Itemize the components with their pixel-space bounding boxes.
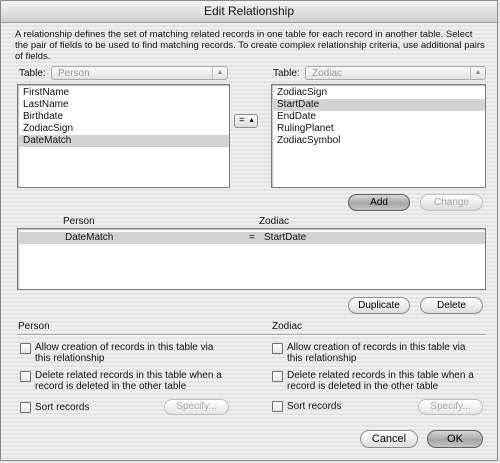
criteria-left-header: Person xyxy=(63,216,95,227)
criteria-right-header: Zodiac xyxy=(259,216,290,227)
description-text: A relationship defines the set of matching related records in one table for each record in another table. Select the pair of fields to be used to find matching records. To create complex relationship criteria, use additional pairs of fields. xyxy=(15,29,485,62)
right-sort-checkbox[interactable] xyxy=(272,401,283,412)
left-delete-related-checkbox[interactable] xyxy=(20,371,31,382)
left-field-item-selected[interactable]: DateMatch xyxy=(18,135,229,147)
right-allow-create-label: Allow creation of records in this table via this relationship xyxy=(287,342,466,364)
right-table-value: Zodiac xyxy=(312,68,343,79)
change-button[interactable]: Change xyxy=(420,194,483,211)
left-field-item[interactable]: ZodiacSign xyxy=(23,123,74,134)
right-sort-label: Sort records xyxy=(287,401,342,412)
right-delete-related-label: Delete related records in this table when a record is deleted in the other table xyxy=(287,370,474,392)
left-field-item[interactable]: Birthdate xyxy=(23,111,64,122)
updown-arrows-icon: ▲ xyxy=(212,67,227,79)
ok-button[interactable]: OK xyxy=(427,430,483,448)
right-field-item-selected[interactable]: StartDate xyxy=(272,99,485,111)
left-field-item[interactable]: LastName xyxy=(23,99,69,110)
right-field-item[interactable]: EndDate xyxy=(277,111,316,122)
cancel-button[interactable]: Cancel xyxy=(360,430,418,448)
left-field-list[interactable] xyxy=(17,84,230,188)
right-specify-button[interactable]: Specify... xyxy=(418,399,483,415)
updown-arrows-icon: ▲ xyxy=(470,67,485,79)
left-sort-label: Sort records xyxy=(35,402,90,413)
left-table-popup[interactable] xyxy=(51,66,228,80)
criteria-list[interactable] xyxy=(17,228,486,290)
duplicate-button[interactable]: Duplicate xyxy=(348,297,410,314)
options-right-header: Zodiac xyxy=(272,321,303,332)
right-allow-create-checkbox[interactable] xyxy=(272,343,283,354)
criteria-row[interactable] xyxy=(18,232,485,244)
left-table-label: Table: xyxy=(19,68,46,79)
operator-popup[interactable] xyxy=(234,114,258,128)
left-allow-create-label: Allow creation of records in this table via this relationship xyxy=(35,342,214,364)
right-field-item[interactable]: RulingPlanet xyxy=(277,123,334,134)
left-specify-button[interactable]: Specify... xyxy=(164,399,229,415)
right-field-list[interactable] xyxy=(271,84,486,188)
right-table-label: Table: xyxy=(273,68,300,79)
left-sort-checkbox[interactable] xyxy=(20,402,31,413)
options-divider xyxy=(17,334,486,336)
options-left-header: Person xyxy=(18,321,50,332)
left-allow-create-checkbox[interactable] xyxy=(20,343,31,354)
criteria-row-right: StartDate xyxy=(264,232,307,243)
left-delete-related-label: Delete related records in this table when a record is deleted in the other table xyxy=(35,370,222,392)
updown-arrows-icon: ▲ xyxy=(248,117,255,124)
criteria-row-left: DateMatch xyxy=(65,232,114,243)
right-field-item[interactable]: ZodiacSymbol xyxy=(277,135,341,146)
right-field-item[interactable]: ZodiacSign xyxy=(277,87,328,98)
delete-button[interactable]: Delete xyxy=(420,297,483,314)
add-button[interactable]: Add xyxy=(348,194,410,211)
criteria-row-operator: = xyxy=(249,232,255,243)
right-table-popup[interactable] xyxy=(305,66,486,80)
right-delete-related-checkbox[interactable] xyxy=(272,371,283,382)
operator-value: = xyxy=(239,115,245,126)
left-field-item[interactable]: FirstName xyxy=(23,87,70,98)
left-table-value: Person xyxy=(58,68,90,79)
dialog-title: Edit Relationship xyxy=(1,1,497,23)
